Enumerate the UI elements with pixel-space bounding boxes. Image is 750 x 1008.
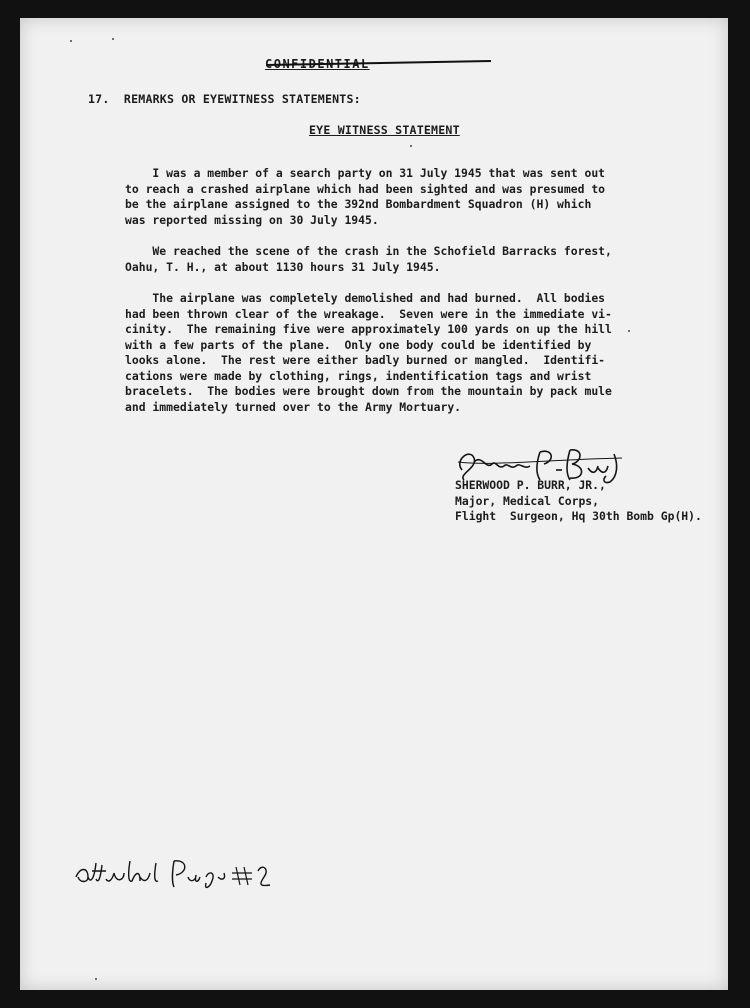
handwritten-note bbox=[72, 853, 272, 893]
paragraph-line: and immediately turned over to the Army Mortuary. bbox=[125, 399, 462, 414]
paragraph-line: be the airplane assigned to the 392nd Bombardment Squadron (H) which bbox=[125, 197, 592, 211]
paragraph-line: looks alone. The rest were either badly burned or mangled. Identifi- bbox=[125, 353, 606, 367]
signer-name: SHERWOOD P. BURR, JR., bbox=[455, 478, 606, 492]
signer-rank: Major, Medical Corps, bbox=[455, 493, 600, 508]
paragraph-line: to reach a crashed airplane which had been sighted and was presumed to bbox=[125, 181, 606, 196]
section-heading: 17. REMARKS OR EYEWITNESS STATEMENTS: bbox=[88, 92, 361, 106]
paragraph-line: had been thrown clear of the wreakage. Seven were in the immediate vi- bbox=[125, 306, 612, 321]
paragraph-line: with a few parts of the plane. Only one body could be identified by bbox=[125, 337, 592, 352]
paragraph-3 bbox=[125, 291, 612, 415]
paragraph-line: cations were made by clothing, rings, indentification tags and wrist bbox=[125, 368, 592, 383]
scan-speck bbox=[628, 330, 630, 332]
paragraph-line: cinity. The remaining five were approximately 100 yards on up the hill bbox=[125, 322, 612, 336]
scan-speck bbox=[410, 145, 412, 147]
paragraph-line: I was a member of a search party on 31 July 1945 that was sent out bbox=[125, 166, 606, 180]
paragraph-line: We reached the scene of the crash in the Schofield Barracks forest, bbox=[125, 244, 612, 258]
paragraph-line: The airplane was completely demolished and had burned. All bodies bbox=[125, 291, 606, 305]
paragraph-line: bracelets. The bodies were brought down from the mountain by pack mule bbox=[125, 384, 612, 398]
paragraph-2 bbox=[125, 244, 612, 275]
signer-title: Flight Surgeon, Hq 30th Bomb Gp(H). bbox=[455, 509, 702, 523]
paragraph-1 bbox=[125, 166, 605, 228]
scan-speck bbox=[95, 978, 97, 980]
signature-block bbox=[455, 478, 702, 525]
paragraph-line: was reported missing on 30 July 1945. bbox=[125, 212, 379, 227]
scan-speck bbox=[70, 40, 72, 42]
paragraph-line: Oahu, T. H., at about 1130 hours 31 July 1945. bbox=[125, 259, 441, 274]
statement-title: EYE WITNESS STATEMENT bbox=[309, 123, 460, 137]
scan-speck bbox=[112, 38, 114, 40]
